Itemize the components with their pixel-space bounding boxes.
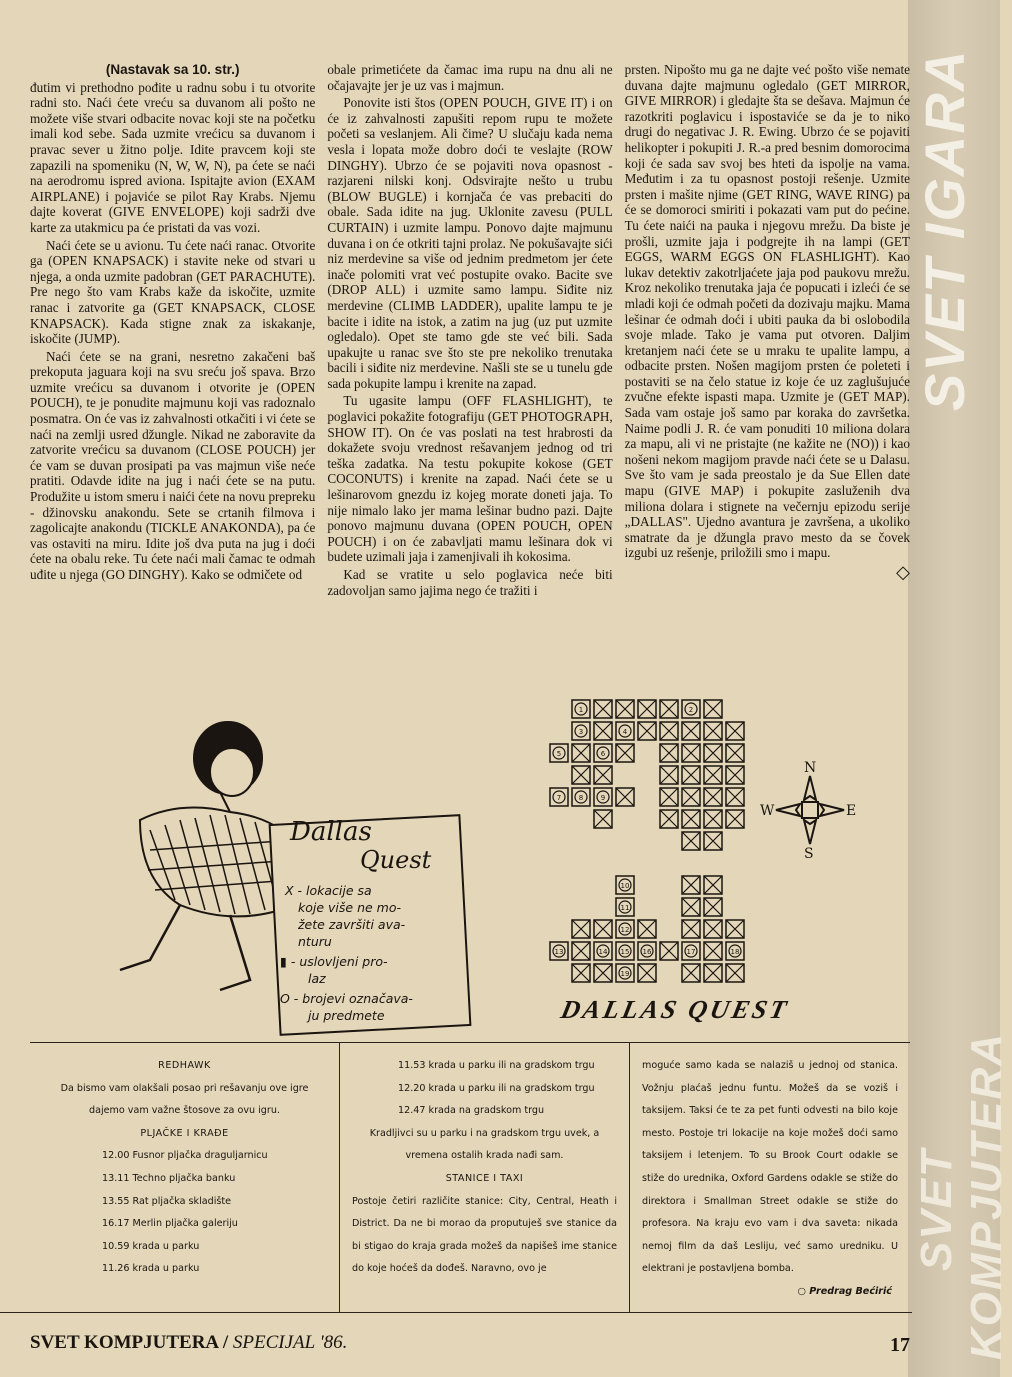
footer-magazine-name: SVET KOMPJUTERA /	[30, 1332, 229, 1353]
footer-magazine	[30, 1332, 347, 1354]
map-item-number: 14	[598, 948, 608, 956]
sign-title-quest: Quest	[360, 846, 432, 874]
box-title: REDHAWK	[158, 1060, 211, 1071]
map-item-number: 13	[554, 948, 564, 956]
legend-line: X - lokacije sa	[285, 883, 372, 898]
paragraph: obale primetićete da čamac ima rupu na dnu ali ne očajavajte jer je uz vas i majmun.	[327, 62, 613, 93]
legend-line: ▮ - uslovljeni pro-	[280, 954, 388, 969]
map-item-number: 12	[620, 926, 630, 934]
map-title: DALLAS QUEST	[558, 995, 792, 1024]
map-item-number: 4	[622, 728, 628, 736]
map-item-number: 10	[620, 882, 630, 890]
footer-issue: SPECIJAL '86.	[232, 1332, 348, 1353]
map-item-number: 6	[600, 750, 606, 758]
legend-line: O - brojevi označava-	[280, 991, 413, 1006]
list-item: 13.55 Rat pljačka skladište	[102, 1195, 232, 1207]
legend-line: laz	[308, 971, 326, 986]
map-item-number: 17	[686, 948, 696, 956]
section-label-svet-kompjutera: SVET KOMPJUTERA	[912, 1031, 1011, 1360]
list-item: 11.26 krada u parku	[102, 1263, 200, 1275]
box-heading: PLJAČKE I KRAĐE	[140, 1127, 229, 1139]
box-column-1	[30, 1043, 340, 1313]
map-item-number: 3	[578, 728, 584, 736]
box-intro: Da bismo vam olakšali posao pri rešavanju ove igre dajemo vam važne štosove za ovu igru.	[60, 1082, 309, 1117]
box-column-2	[340, 1043, 630, 1313]
box-text: moguće samo kada se nalaziš u jednoj od stanica. Vožnju plaćaš jednu funtu. Možeš da se voziš i taksijem. Taksi će te za pet funti odvesti na bilo koje mesto. Postoje tri lokacije na koje možeš doći samo taksijem i letenjem. To su Brook Court odakle se stiže do urednika, Oxford Gardens odakle se stiže do direktora i Smallman Street odakle se stiže do profesora. Na kraju evo vam i dva saveta: nikada nemoj film da daš Lesliju, već samo uredniku. U elektrani je postavljena bomba.	[642, 1060, 898, 1275]
list-item: 11.53 krada u parku ili na gradskom trgu	[398, 1060, 595, 1071]
compass-north: N	[804, 760, 817, 776]
compass-west: W	[760, 803, 775, 819]
dallas-quest-illustration	[80, 700, 520, 1040]
compass-south: S	[804, 846, 814, 862]
author-signature: ○ Predrag Bećirić	[797, 1285, 892, 1297]
list-item: 12.20 krada u parku ili na gradskom trgu	[398, 1082, 595, 1094]
map-item-number: 15	[620, 948, 630, 956]
redhawk-box	[30, 1042, 910, 1313]
end-mark-icon: ◇	[896, 562, 910, 582]
page-number: 17	[890, 1334, 910, 1356]
map-item-number: 2	[688, 706, 694, 714]
map-item-number: 1	[578, 706, 584, 714]
box-column-3	[630, 1043, 910, 1313]
box-text: Postoje četiri različite stanice: City, Central, Heath i District. Da ne bi morao da proputuješ sve stanice da bi stigao do kraja grada možeš da napišeš ime stanice do koje hoćeš da dođeš. Naravno, ovo je	[352, 1195, 617, 1275]
paragraph: Naći ćete se na grani, nesretno zakačeni baš prekoputa jaguara koji na svu sreću još spava. Brzo uzmite vrećicu sa duvanom i otvorite je (OPEN POUCH), te je ponudite majmunu koji vas radoznalo posmatra. On će vas iz zahvalnosti otkačiti i vi ćete se naći na zemlji usred džungle. Nikad ne zaboravite da zatvorite vrećicu sa duvanom (CLOSE POUCH) jer će vam se duvan prosipati pa vas majmun više neće pratiti. Odavde idite na jug i naći ćete se na putu. Produžite u istom smeru i naići ćete na novu prepreku - džinovsku anakondu. Sete se crtanih filmova i zagolicajte anakondu (TICKLE ANAKONDA), pa će vas ostaviti na miru. Idite još dva puta na jug i doći ćete na obalu reke. Tu ćete naći mali čamac te odmah uđite u njega (GO DINGHY). Kako se odmičete od	[30, 348, 316, 582]
map-item-number: 5	[556, 750, 562, 758]
paragraph: Tu ugasite lampu (OFF FLASHLIGHT), te poglavici pokažite fotografiju (GET PHOTOGRAPH, SHOW IT). On će vas poslati na test hrabrosti da dokažete svoju vrednost rešavanjem jednog od tri teška zadatka. Na testu pokupite kokose (GET COCONUTS) i krenite na zapad. Naći ćete se u lešinarovom gnezdu iz kojeg morate doneti jaja. To nije nimalo lako jer mama lešinar budno pazi. Dajte ponovo majmunu duvana (OPEN POUCH, OPEN POUCH) i on će zabavljati mamu lešinara dok vi budete uzimali jaja i zamenjivali ih kokosima.	[327, 393, 613, 565]
map-item-number: 16	[642, 948, 652, 956]
article-column-1	[30, 62, 315, 692]
box-heading: STANICE I TAXI	[445, 1172, 524, 1184]
legend-line: nturu	[298, 934, 332, 949]
paragraph: Kad se vratite u selo poglavica neće biti zadovoljan samo jajima nego će tražiti i	[327, 567, 613, 598]
paragraph: Naći ćete se u avionu. Tu ćete naći ranac. Otvorite ga (OPEN KNAPSACK) i stavite neke od stvari u njega, a onda uzmite padobran (GET PARACHUTE). Pre nego što vam Krabs kaže da iskočite, uzmite ranac i zatvorite ga (GET KNAPSACK, CLOSE KNAPSACK). Kada stigne znak za iskakanje, iskočite (JUMP).	[30, 237, 316, 347]
list-item: 12.47 krada na gradskom trgu	[398, 1105, 545, 1117]
footer-rule	[0, 1312, 912, 1313]
map-item-number: 8	[578, 794, 584, 802]
compass-rose-icon	[760, 760, 860, 860]
legend-line: žete završiti ava-	[298, 917, 406, 932]
page-footer	[30, 1322, 910, 1362]
map-item-number: 19	[620, 970, 630, 978]
continued-heading: (Nastavak sa 10. str.)	[105, 62, 240, 77]
article-column-2	[327, 62, 612, 692]
article-body	[30, 62, 910, 692]
sign-title-dallas: Dallas	[290, 817, 372, 847]
legend-line: ju predmete	[308, 1008, 385, 1023]
compass-east: E	[846, 803, 857, 819]
box-note: Kradljivci su u parku i na gradskom trgu uvek, a vremena ostalih krada nađi sam.	[369, 1127, 600, 1162]
map-item-number: 11	[620, 904, 630, 912]
section-label-svet-igara: SVET IGARA	[913, 48, 976, 412]
paragraph: đutim vi prethodno pođite u radnu sobu i tu otvorite radni sto. Naći ćete vreću sa duvanom ali pošto ne možete više stvari odbacite novac koji ste na početku imali kod sebe. Sada uzmite vrećicu sa duvanom i pravac sever u žitno polje. Idite pravcem koji ste zapazili na spomeniku (N, W, W, N), pa ćete se naći na aerodromu ispred aviona. Ispitajte avion (EXAM AIRPLANE) i pojaviće se pilot Ray Krabs. Njemu dajte koverat (GIVE ENVELOPE) koji sadrži dve karte za utakmicu pa će pristati da vas vozi.	[30, 79, 316, 235]
game-map	[530, 690, 850, 1030]
sign-board	[270, 815, 471, 1035]
legend-line: koje više ne mo-	[298, 900, 401, 915]
paragraph: prsten. Nipošto mu ga ne dajte već pošto više nemate duvana dajte majmunu ogledalo (GET MIRROR, GIVE MIRROR) i gledajte šta se dešava. Majmun će razotkriti poglavicu i ispostaviće se da je to niko drugi do negativac J. R. Ewing. Ubrzo će se pojaviti helikopter i pokupiti J. R.-a pred besnim domorocima koji će sada sav svoj bes hteti da ispolje na vama. Međutim i za tu opasnost postoji rešenje. Uzmite prsten i mašite njime (GET RING, WAVE RING) pa će se domoroci smiriti i pokazati vam put do pećine. Tu ćete naići na pauka i njegovu mrežu. Da biste je prošli, uzmite jaja i podgrejte ih na lampi (GET EGGS, WARM EGGS ON FLASHLIGHT). Kao lukav detektiv zakotrljaćete jaja pod paukovu mrežu. Kroz nekoliko trenutaka jaja će popucati i izleći će se mladi koji će odmah početi da dozivaju majku. Mama lešinar će odmah doći i ubiti pauka da bi oslobodila svoje mlade. Tako je vama put otvoren. Daljim kretanjem naći ćete se u mraku te upalite lampu, a odbacite prsten. Nošen magijom prsten će poleteti i postaviti se na čelo statue iz koje će uz zaglušujuće zvučne efekte ispasti mapa. Uzmite je (GET MAP). Sada vam ostaje još samo par koraka do završetka. Naime podli J. R. će vam ponuditi 10 miliona dolara za mapu, ali vi ne pristajte (ne kažite ne (NO)) i kao nošeni nekom magijom pravde naći ćete se u Dalasu. Sve što vam je sada preostalo je da Sue Ellen date mapu (GIVE MAP) i pokupite zasluženih dva miliona dolara i stignete na večernju epizodu serije „DALLAS". Ujedno avantura je završena, a ukoliko smatrate da je džungla pravo mesto da se čovek izgubi uz rešenje, priložili smo i mapu.	[624, 62, 910, 561]
list-item: 13.11 Techno pljačka banku	[102, 1172, 236, 1184]
list-item: 12.00 Fusnor pljačka draguljarnicu	[102, 1150, 268, 1162]
map-item-number: 18	[730, 948, 740, 956]
article-column-3	[625, 62, 910, 692]
map-item-number: 9	[600, 794, 606, 802]
paragraph: Ponovite isti štos (OPEN POUCH, GIVE IT) i on će iz zahvalnosti zapušiti repom rupu te možete početi sa veslanjem. Ali čime? U slučaju kada nema vesla i lopata može dobro doći te veslajte (ROW DINGHY). Ubrzo će se pojaviti nova opasnost - razjareni nilski konj. Odsvirajte nešto u trubu (BLOW BUGLE) i kornjača će vas prebaciti do obale. Sada idite na jug. Uklonite zavesu (PULL CURTAIN) i uzmite lampu. Ponovo dajte majmunu duvana i on će otkriti tajni prolaz. Ne pokušavajte sići niz merdevine sa više od jednim predmetom jer ćete inače polomiti vrat već postupite ovako. Bacite sve (DROP ALL) i uzmite samo lampu. Siđite niz merdevine (CLIMB LADDER), upalite lampu te je bacite i idite na istok, a zatim na jug (uz put uzmite ogledalo). Opet ste tamo gde ste već bili. Sada upakujte u ranac sve što ste pre nekoliko trenutaka bacili i siđite niz merdevine. Našli ste se u tunelu gde sada pokupite lampu i krenite na zapad.	[327, 95, 613, 391]
list-item: 10.59 krada u parku	[102, 1240, 200, 1252]
list-item: 16.17 Merlin pljačka galeriju	[102, 1218, 238, 1230]
map-item-number: 7	[556, 794, 562, 802]
